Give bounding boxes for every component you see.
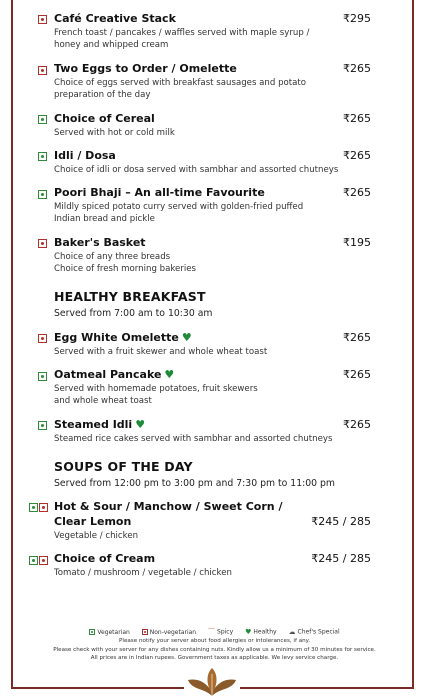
item-price: ₹265 <box>343 186 371 199</box>
section-heading: HEALTHY BREAKFAST <box>54 289 206 304</box>
item-price: ₹265 <box>343 112 371 125</box>
legend-nonveg <box>142 629 196 636</box>
item-desc: Mildly spiced potato curry served with golden-fried puffed <box>54 202 304 212</box>
item-desc: Served with a fruit skewer and whole wheat toast <box>54 347 268 357</box>
nonveg-icon <box>38 239 47 248</box>
veg-icon <box>38 421 47 430</box>
item-title: Two Eggs to Order / Omelette <box>54 62 237 75</box>
item-desc: French toast / pancakes / waffles served with maple syrup / <box>54 28 310 38</box>
veg-icon <box>38 190 47 199</box>
item-desc: Indian bread and pickle <box>54 214 155 224</box>
veg-icon <box>29 556 38 565</box>
item-title: Choice of Cream <box>54 552 156 565</box>
item-title: Baker's Basket <box>54 236 146 249</box>
item-title: Hot & Sour / Manchow / Sweet Corn / <box>54 500 283 513</box>
legend-vegetarian <box>89 629 129 636</box>
item-desc: Vegetable / chicken <box>54 531 139 541</box>
item-title: Café Creative Stack <box>54 12 176 25</box>
chef-hat-icon: ☁ <box>288 628 296 636</box>
veg-icon <box>38 372 47 381</box>
item-desc: Choice of fresh morning bakeries <box>54 264 197 274</box>
legend-label: Healthy <box>253 628 277 636</box>
section-heading: SOUPS OF THE DAY <box>54 459 193 474</box>
item-desc: Tomato / mushroom / vegetable / chicken <box>54 568 232 578</box>
healthy-heart-icon: ♥ <box>164 368 175 381</box>
nonveg-icon <box>39 503 48 512</box>
item-title: Poori Bhaji – An all-time Favourite <box>54 186 265 199</box>
item-price: ₹265 <box>343 418 371 431</box>
item-price: ₹245 / 285 <box>311 552 371 565</box>
item-desc: Choice of idli or dosa served with sambhar and assorted chutneys <box>54 165 339 175</box>
item-desc: Steamed rice cakes served with sambhar and assorted chutneys <box>54 434 333 444</box>
item-price: ₹265 <box>343 149 371 162</box>
veg-icon <box>38 115 47 124</box>
legend-spicy <box>208 627 233 637</box>
chili-icon: ⌒ <box>208 628 216 636</box>
healthy-heart-icon: ♥ <box>135 418 146 431</box>
legend-label: Non-vegetarian <box>149 628 197 636</box>
item-price: ₹265 <box>343 368 371 381</box>
pricing-note: All prices are in Indian rupees. Government taxes as applicable. We levy service charge. <box>90 655 339 661</box>
item-title-text: Egg White Omelette <box>54 331 179 344</box>
item-desc: and whole wheat toast <box>54 396 152 406</box>
veg-icon <box>29 503 38 512</box>
item-desc: Served with hot or cold milk <box>54 128 175 138</box>
nuts-note: Please check with your server for any dishes containing nuts. Kindly allow us a minimum of 30 minutes for service. <box>53 646 376 653</box>
legend-chef <box>289 628 340 636</box>
legend-label: Vegetarian <box>97 628 130 636</box>
item-desc: Choice of any three breads <box>54 252 171 262</box>
legend-label: Chef's Special <box>297 628 340 636</box>
serving-hours: Served from 12:00 pm to 3:00 pm and 7:30 pm to 11:00 pm <box>54 478 335 489</box>
nonveg-icon <box>38 334 47 343</box>
veg-icon <box>38 152 47 161</box>
nonveg-icon <box>38 15 47 24</box>
item-price: ₹265 <box>343 62 371 75</box>
allergy-note: Please notify your server about food allergies or intolerances, if any. <box>119 638 310 644</box>
serving-hours: Served from 7:00 am to 10:30 am <box>54 308 213 319</box>
nonveg-icon <box>39 556 48 565</box>
item-title-text: Oatmeal Pancake <box>54 368 162 381</box>
item-title-text: Steamed Idli <box>54 418 133 431</box>
healthy-heart-icon: ♥ <box>181 331 192 344</box>
legend <box>0 627 429 637</box>
nonveg-icon <box>38 66 47 75</box>
item-title <box>54 418 145 432</box>
item-price: ₹295 <box>343 12 371 25</box>
item-title <box>54 331 192 345</box>
item-desc: honey and whipped cream <box>54 40 169 50</box>
item-price: ₹195 <box>343 236 371 249</box>
item-price: ₹245 / 285 <box>311 515 371 528</box>
item-desc: Served with homemade potatoes, fruit skewers <box>54 384 258 394</box>
veg-icon <box>89 629 95 635</box>
nonveg-icon <box>142 629 148 635</box>
item-title: Idli / Dosa <box>54 149 116 162</box>
item-price: ₹265 <box>343 331 371 344</box>
item-title: Clear Lemon <box>54 515 132 528</box>
item-title <box>54 368 174 382</box>
item-desc: Choice of eggs served with breakfast sausages and potato <box>54 78 307 88</box>
item-desc: preparation of the day <box>54 90 151 100</box>
legend-label: Spicy <box>217 628 234 636</box>
heart-icon: ♥ <box>245 628 252 636</box>
item-title: Choice of Cereal <box>54 112 155 125</box>
legend-healthy <box>245 628 277 636</box>
leaf-emblem-icon <box>184 666 240 700</box>
